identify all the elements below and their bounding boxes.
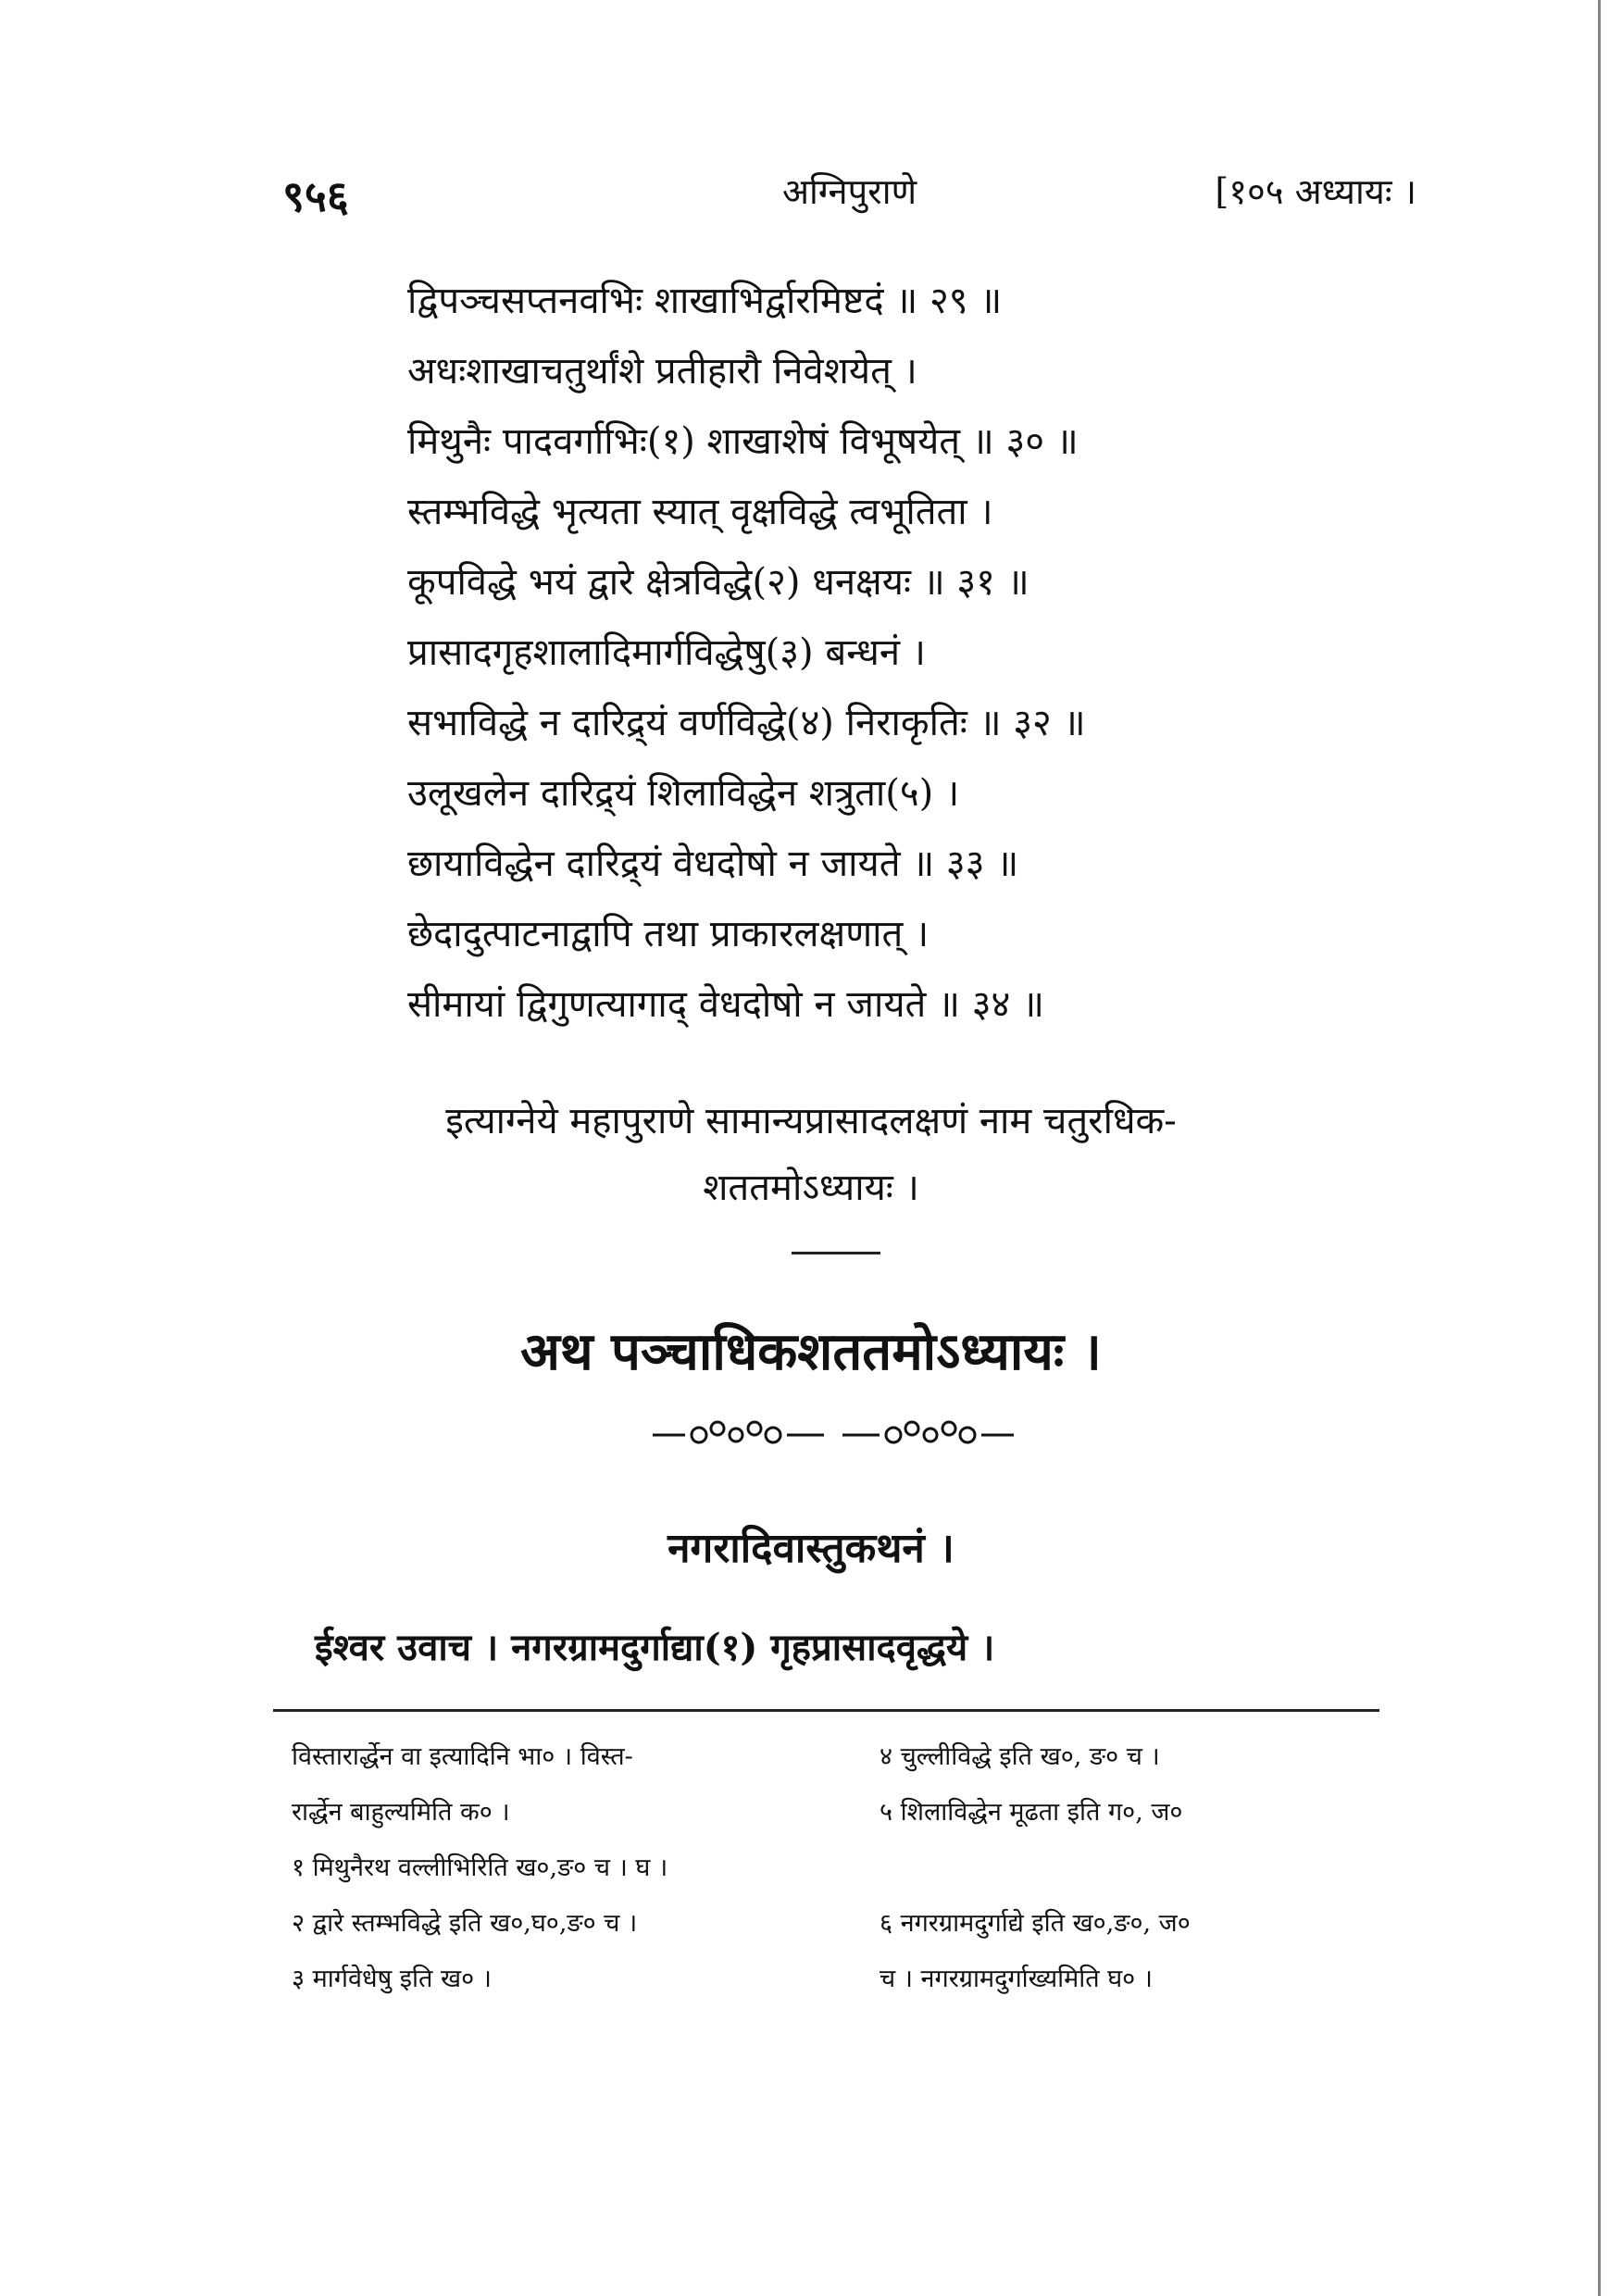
verse-line: स्तम्भविद्धे भृत्यता स्यात् वृक्षविद्धे त्वभूतिता । [407, 491, 993, 533]
section-divider [792, 1252, 880, 1254]
running-title: अग्निपुराणे [781, 171, 917, 212]
footnote-divider [273, 1709, 1379, 1712]
colophon-line-2: शततमोऽध्यायः । [703, 1167, 919, 1209]
chapter-colophon [0, 1088, 1622, 1221]
verse-line: छायाविद्धेन दारिद्र्यं वेधदोषो न जायते ॥ ३३ ॥ [407, 842, 1019, 885]
footnote-line: २ द्वारे स्तम्भविद्धे इति ख०,घ०,ङ० च । [292, 1909, 638, 1938]
footnote-line: ३ मार्गवेधेषु इति ख० । [292, 1965, 492, 1993]
footnote-line: ५ शिलाविद्धेन मूढता इति ग०, ज० [880, 1798, 1183, 1827]
verse-line: अधःशाखाचतुर्थांशे प्रतीहारौ निवेशयेत् । [407, 350, 917, 393]
verse-line: उलूखलेन दारिद्र्यं शिलाविद्धेन शत्रुता(५) । [407, 772, 960, 815]
footnote-line: विस्तारार्द्धेन वा इत्यादिनि भा० । विस्त- [292, 1742, 633, 1771]
footnote-line: ६ नगरग्रामदुर्गाद्ये इति ख०,ङ०, ज० [880, 1909, 1191, 1938]
verse-line: सीमायां द्विगुणत्यागाद् वेधदोषो न जायते ॥ ३४ ॥ [407, 983, 1045, 1026]
footnote-line: च । नगरग्रामदुर्गाख्यमिति घ० । [880, 1965, 1154, 1993]
footnote-line: रार्द्धेन बाहुल्यमिति क० । [292, 1798, 510, 1827]
page-header [282, 167, 1416, 222]
footnote-line: १ मिथुनैरथ वल्लीभिरिति ख०,ङ० च । घ । [292, 1853, 668, 1882]
page-number: ९५६ [282, 171, 349, 221]
verse-line: प्रासादगृहशालादिमार्गविद्धेषु(३) बन्धनं । [407, 631, 926, 674]
footnote-line: ४ चुल्लीविद्धे इति ख०, ङ० च । [880, 1742, 1160, 1771]
opening-verse: ईश्वर उवाच । नगरग्रामदुर्गाद्या(१) गृहप्रासादवृद्धये । [315, 1626, 995, 1669]
chapter-subheading: नगरादिवास्तुकथनं । [668, 1525, 954, 1572]
verse-line: कूपविद्धे भयं द्वारे क्षेत्रविद्धे(२) धनक्षयः ॥ ३१ ॥ [407, 561, 1029, 604]
verse-line: मिथुनैः पादवर्गाभिः(१) शाखाशेषं विभूषयेत् ॥ ३० ॥ [407, 420, 1079, 463]
chapter-heading: अथ पञ्चाधिकशततमोऽध्यायः । [520, 1321, 1102, 1382]
colophon-line-1: इत्याग्नेये महापुराणे सामान्यप्रासादलक्षणं नाम चतुरधिक- [445, 1100, 1177, 1142]
verse-line: सभाविद्धे न दारिद्र्यं वर्णविद्धे(४) निराकृतिः ॥ ३२ ॥ [407, 702, 1086, 744]
ornament-flourish [648, 1412, 1018, 1458]
verse-line: द्विपञ्चसप्तनवभिः शाखाभिर्द्वारमिष्टदं ॥ २९ ॥ [407, 280, 1003, 322]
chapter-reference: [१०५ अध्यायः । [1215, 171, 1416, 212]
verse-line: छेदादुत्पाटनाद्वापि तथा प्राकारलक्षणात् । [407, 913, 930, 955]
